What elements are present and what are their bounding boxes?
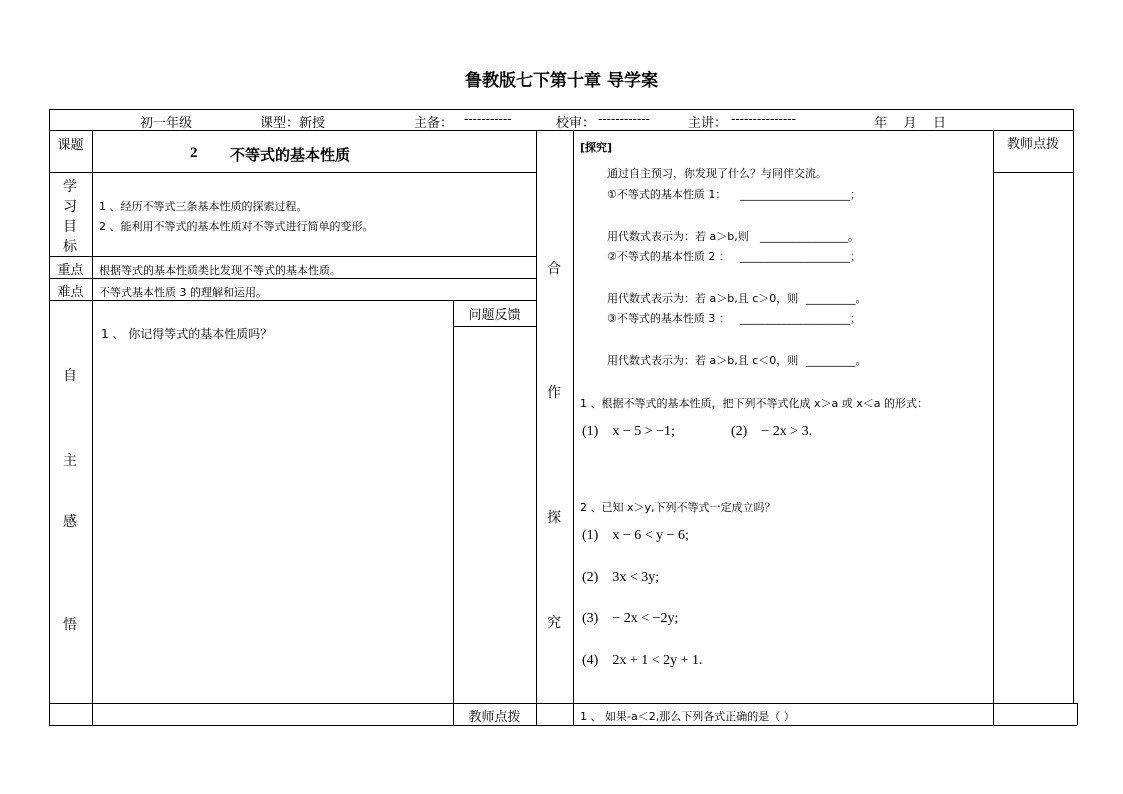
reviewer-label: 校审：	[556, 116, 596, 131]
date-field: 年 月 日	[874, 116, 947, 131]
property-3-algebra: 用代数式表示为：若 a＞b,且 c＜0，则	[607, 354, 799, 367]
property-3: ③不等式的基本性质 3 ：	[607, 312, 730, 325]
lead-prep-blank: -----------	[464, 112, 512, 126]
objective-1: 1 、经历不等式三条基本性质的探索过程。	[99, 200, 308, 213]
footer-teacher-tips-label: 教师点拨	[468, 710, 521, 725]
topic-title: 不等式的基本性质	[230, 146, 351, 164]
key-label: 重点	[57, 263, 84, 278]
feedback-label: 问题反馈	[468, 308, 521, 323]
explore-intro: 通过自主预习，你发现了什么？与同伴交流。	[607, 167, 827, 180]
property-1-blank: ____________________；	[740, 188, 861, 201]
teacher-tips-label: 教师点拨	[1006, 137, 1059, 152]
property-3-blank: ____________________；	[740, 312, 861, 325]
task-1-item-2: (2) − 2x > 3.	[731, 424, 813, 439]
property-3-algebra-blank: _________。	[806, 354, 867, 367]
wu-char: 悟	[63, 617, 77, 633]
task-2-item-1: (1) x − 6 < y − 6;	[582, 528, 689, 543]
property-1: ①不等式的基本性质 1：	[607, 188, 727, 201]
property-2: ②不等式的基本性质 2 ：	[607, 250, 730, 263]
task-2-item-2: (2) 3x < 3y;	[582, 570, 660, 585]
property-1-algebra-blank: ________________。	[760, 230, 859, 243]
lesson-type: 课型：新授	[260, 116, 326, 131]
task-2-item-3: (3) − 2x < −2y;	[582, 611, 679, 626]
property-1-algebra: 用代数式表示为：若 a＞b,则	[607, 230, 749, 243]
reviewer-blank: ------------	[598, 112, 650, 126]
key-text: 根据等式的基本性质类比发现不等式的基本性质。	[99, 264, 341, 277]
topic-label: 课题	[57, 138, 84, 153]
explore-heading: [探究]	[580, 141, 613, 154]
presenter-label: 主讲：	[688, 116, 728, 131]
task-1-item-1: (1) x − 5 > −1;	[582, 424, 675, 439]
footer-question-1: 1 、 如果-a＜2,那么下列各式正确的是（ ）	[580, 710, 795, 723]
property-2-blank: ____________________；	[740, 250, 861, 263]
difficulty-text: 不等式基本性质 3 的理解和运用。	[99, 286, 267, 299]
self-study-question-1: 1 、 你记得等式的基本性质吗？	[101, 327, 273, 341]
property-2-algebra: 用代数式表示为：若 a＞b,且 c＞0，则	[607, 292, 799, 305]
task-2-prompt: 2 、已知 x＞y,下列不等式一定成立吗？	[580, 501, 776, 514]
difficulty-label: 难点	[57, 285, 84, 300]
task-1-prompt: 1 、根据不等式的基本性质，把下列不等式化成 x＞a 或 x＜a 的形式：	[580, 397, 928, 410]
topic-number: 2	[190, 145, 198, 161]
lead-prep-label: 主备：	[414, 116, 454, 131]
objective-2: 2 、能利用不等式的基本性质对不等式进行简单的变形。	[99, 220, 374, 233]
property-2-algebra-blank: _________。	[806, 292, 867, 305]
page-title: 鲁教版七下第十章 导学案	[465, 71, 658, 91]
task-2-item-4: (4) 2x + 1 < 2y + 1.	[582, 653, 703, 668]
grade-label: 初一年级	[140, 116, 193, 131]
presenter-blank: ---------------	[731, 112, 796, 126]
